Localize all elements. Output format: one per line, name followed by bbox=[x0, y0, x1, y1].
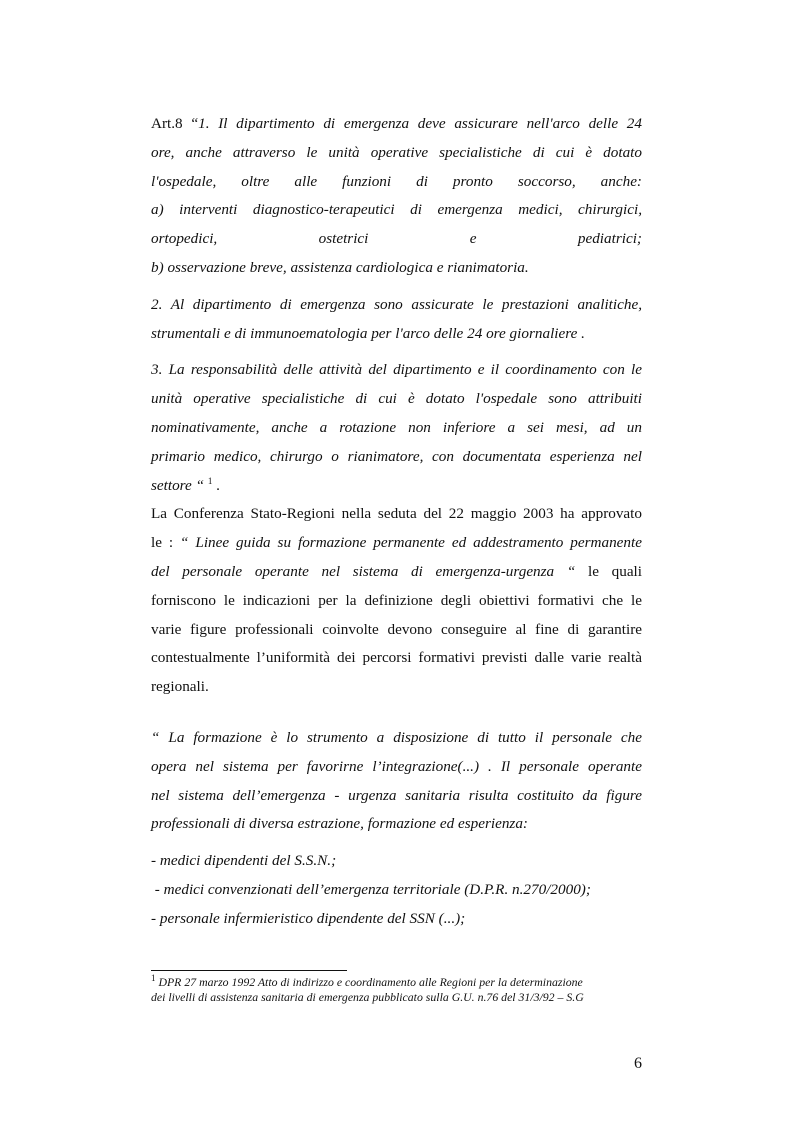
conferenza-line-5: varie figure professionali coinvolte devono conseguire al fine di garantire bbox=[151, 620, 642, 638]
guidelines-title-part-2: del personale operante nel sistema di emergenza-urgenza “ bbox=[151, 562, 576, 580]
paragraph-3-line-1: 3. La responsabilità delle attività del dipartimento e il coordinamento con le bbox=[151, 361, 642, 379]
document-body bbox=[151, 110, 642, 934]
article-8-line-4: a) interventi diagnostico-terapeutici di emergenza medici, chirurgici, bbox=[151, 201, 642, 219]
footnote-number: 1 bbox=[151, 973, 156, 984]
footnote-text-1: DPR 27 marzo 1992 Atto di indirizzo e coordinamento alle Regioni per la determinazione bbox=[155, 975, 583, 989]
article-8-line-5: ortopedici, ostetrici e pediatrici; bbox=[151, 230, 642, 248]
quote-line-2: opera nel sistema per favorirne l’integrazione(...) . Il personale operante bbox=[151, 757, 642, 775]
article-label: Art.8 “ bbox=[151, 115, 199, 132]
list-item: - personale infermieristico dipendente del SSN (...); bbox=[151, 909, 466, 927]
paragraph-3-line-2: unità operative specialistiche di cui è dotato l'ospedale sono attribuiti bbox=[151, 390, 642, 408]
conferenza-line-1: La Conferenza Stato-Regioni nella seduta del 22 maggio 2003 ha approvato bbox=[151, 505, 642, 523]
quote-line-4: professionali di diversa estrazione, formazione ed esperienza: bbox=[151, 815, 528, 833]
paragraph-3-last-words: settore “ bbox=[151, 476, 205, 494]
list-item: - medici convenzionati dell’emergenza territoriale (D.P.R. n.270/2000); bbox=[151, 880, 591, 898]
article-8-block bbox=[151, 110, 642, 283]
conferenza-line-3-suffix: le quali bbox=[575, 562, 642, 580]
list-item: - medici dipendenti del S.S.N.; bbox=[151, 852, 337, 870]
conferenza-line-2 bbox=[151, 529, 642, 558]
page-number: 6 bbox=[634, 1055, 642, 1072]
paragraph-2 bbox=[151, 291, 642, 349]
guidelines-title-part-1: “ Linee guida su formazione permanente ed addestramento permanente bbox=[180, 534, 642, 552]
conferenza-line-2-prefix: le : bbox=[151, 534, 181, 552]
article-8-line-1 bbox=[151, 110, 642, 139]
quote-line-3: nel sistema dell’emergenza - urgenza sanitaria risulta costituito da figure bbox=[151, 786, 642, 804]
footnote-line-1 bbox=[151, 975, 642, 990]
article-8-line-6: b) osservazione breve, assistenza cardiologica e rianimatoria. bbox=[151, 258, 529, 276]
paragraph-3-line-4: primario medico, chirurgo o rianimatore, con documentata esperienza nel bbox=[151, 447, 642, 465]
paragraph-3-line-3: nominativamente, anche a rotazione non inferiore a sei mesi, ad un bbox=[151, 418, 642, 436]
conferenza-line-7: regionali. bbox=[151, 678, 209, 696]
footnote-reference[interactable]: 1 bbox=[207, 475, 213, 486]
article-8-line-2: ore, anche attraverso le unità operative specialistiche di cui è dotato bbox=[151, 143, 642, 161]
paragraph-2-line-1: 2. Al dipartimento di emergenza sono assicurate le prestazioni analitiche, bbox=[151, 295, 642, 313]
conferenza-paragraph bbox=[151, 500, 642, 702]
personnel-list bbox=[151, 847, 642, 933]
quote-block bbox=[151, 724, 642, 839]
paragraph-3 bbox=[151, 356, 642, 500]
quote-line-1: “ La formazione è lo strumento a disposizione di tutto il personale che bbox=[151, 728, 642, 746]
conferenza-line-3 bbox=[151, 558, 642, 587]
article-text: 1. Il dipartimento di emergenza deve assicurare nell'arco delle 24 bbox=[198, 115, 642, 132]
footnote-line-2: dei livelli di assistenza sanitaria di emergenza pubblicato sulla G.U. n.76 del 31/3/92 – S.G bbox=[151, 990, 584, 1004]
paragraph-2-line-2: strumentali e di immunoematologia per l'arco delle 24 ore giornaliere . bbox=[151, 324, 585, 342]
paragraph-3-period: . bbox=[216, 476, 220, 494]
conferenza-line-4: forniscono le indicazioni per la definizione degli obiettivi formativi che le bbox=[151, 591, 642, 609]
conferenza-line-6: contestualmente l’uniformità dei percorsi formativi previsti dalle varie realtà bbox=[151, 649, 642, 667]
article-8-line-3: l'ospedale, oltre alle funzioni di pronto soccorso, anche: bbox=[151, 172, 642, 190]
paragraph-3-line-5 bbox=[151, 472, 642, 501]
footnote-separator bbox=[151, 970, 347, 971]
footnote bbox=[151, 975, 642, 1005]
